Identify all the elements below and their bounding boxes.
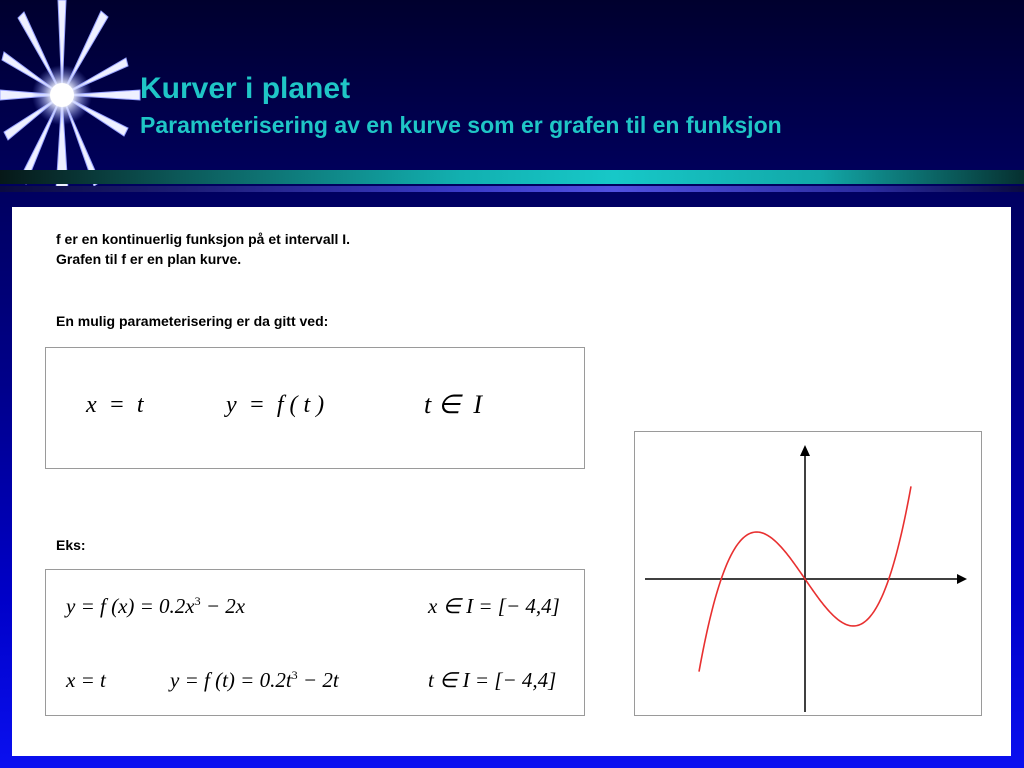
content-panel	[12, 207, 1011, 756]
parameterization-formula-box	[45, 347, 585, 469]
intro-line-2: Grafen til f er en plan kurve.	[56, 251, 242, 267]
example-param-x: x = t	[66, 668, 106, 692]
header-divider-stripe	[0, 186, 1024, 192]
star-logo	[0, 0, 150, 190]
function-graph	[635, 432, 981, 715]
formula-y-equals-ft: y = f ( t )	[226, 392, 325, 418]
parameterization-heading: En mulig parameterisering er da gitt ved:	[56, 313, 329, 329]
formula-t-in-I: t ∈ I	[424, 390, 483, 419]
x-axis-arrow	[957, 574, 967, 584]
example-formula-box	[45, 569, 585, 716]
intro-line-1: f er en kontinuerlig funksjon på et intervall I.	[56, 231, 351, 247]
header-divider-band	[0, 170, 1024, 184]
function-graph-box	[634, 431, 982, 716]
y-axis-arrow	[800, 445, 810, 456]
example-param-y: y = f $(t) = 0.2t^3 - 2t$	[170, 668, 339, 692]
example-domain-t: t ∈ I = [− 4,4]	[428, 668, 557, 692]
slide-title: Kurver i planet	[140, 72, 351, 105]
slide-subtitle: Parameterisering av en kurve som er grafen til en funksjon	[140, 112, 782, 138]
example-domain-x: x ∈ I = [− 4,4]	[428, 594, 560, 618]
example-function-formula: y = f $(x) = 0.2x^3 - 2x$	[66, 594, 246, 618]
example-label: Eks:	[56, 537, 86, 553]
formula-x-equals-t: x = t	[86, 392, 144, 418]
